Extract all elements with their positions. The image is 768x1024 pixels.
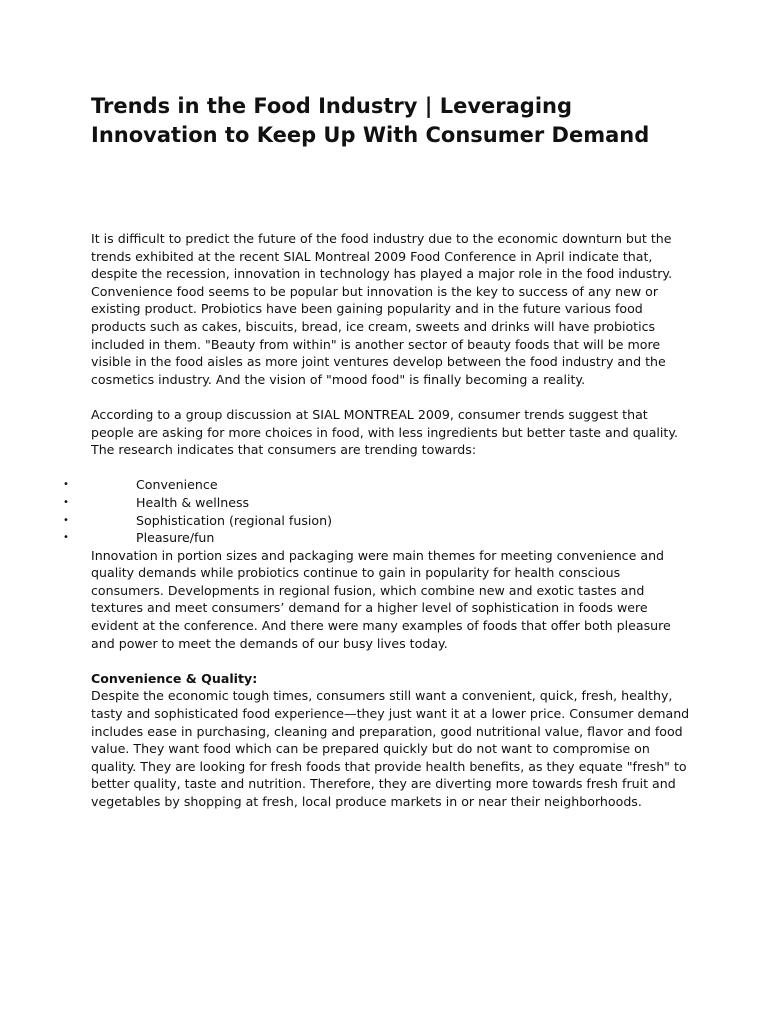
bullet-icon: • — [63, 532, 69, 544]
list-item — [63, 494, 691, 512]
list-item-text: Health & wellness — [136, 494, 250, 510]
document-body — [63, 230, 691, 811]
list-item — [63, 529, 691, 547]
innovation-paragraph: Innovation in portion sizes and packaging were main themes for meeting convenience and quality demands while probiotics continue to gain in popularity for health conscious consumers. Developments in regional fusion, which combine new and exotic tastes and textures and meet consumers’ demand for a higher level of sophistication in foods were evident at the conference. And there were many examples of foods that offer both pleasure and power to meet the demands of our busy lives today. — [91, 547, 671, 651]
bullet-icon: • — [63, 514, 69, 526]
trends-paragraph: According to a group discussion at SIAL MONTREAL 2009, consumer trends suggest that people are asking for more choices in food, with less ingredients but better taste and quality. The research indicates that consumers are trending towards: — [91, 406, 679, 458]
section-heading: Convenience & Quality: — [91, 670, 258, 686]
bullet-icon: • — [63, 479, 69, 491]
list-item-text: Sophistication (regional fusion) — [136, 512, 332, 528]
bullet-icon: • — [63, 496, 69, 508]
trends-list — [63, 476, 691, 546]
document-title: Trends in the Food Industry | Leveraging Innovation to Keep Up With Consumer Demand — [91, 94, 650, 147]
intro-paragraph: It is difficult to predict the future of the food industry due to the economic downturn but the trends exhibited at the recent SIAL Montreal 2009 Food Conference in April indicate that, despite the recession, innovation in technology has played a major role in the food industry. Convenience food seems to be popular but innovation is the key to success of any new or existing product. Probiotics have been gaining popularity and in the future various food products such as cakes, biscuits, bread, ice cream, sweets and drinks will have probiotics included in them. "Beauty from within" is another sector of beauty foods that will be more visible in the food aisles as more joint ventures develop between the food industry and the cosmetics industry. And the vision of "mood food" is finally becoming a reality. — [91, 231, 673, 387]
convenience-paragraph: Despite the economic tough times, consumers still want a convenient, quick, fresh, healthy, tasty and sophisticated food experience—they just want it at a lower price. Consumer demand includes ease in purchasing, cleaning and preparation, good nutritional value, flavor and food value. They want food which can be prepared quickly but do not want to compromise on quality. They are looking for fresh foods that provide health benefits, as they equate "fresh" to better quality, taste and nutrition. Therefore, they are diverting more towards fresh fruit and vegetables by shopping at fresh, local produce markets in or near their neighborhoods. — [91, 688, 690, 809]
list-item-text: Pleasure/fun — [136, 530, 215, 546]
list-item — [63, 476, 691, 494]
list-item — [63, 512, 691, 530]
list-item-text: Convenience — [136, 477, 218, 493]
